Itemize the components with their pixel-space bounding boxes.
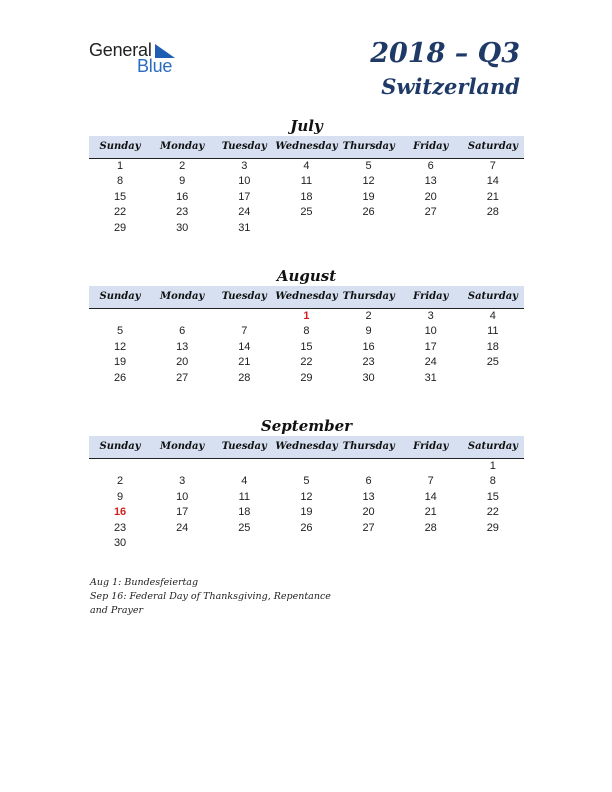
day-cell: 20 (176, 356, 189, 369)
day-grid (89, 159, 524, 236)
empty-day-cell (151, 309, 213, 324)
day-cell: 27 (176, 371, 189, 384)
month-september (89, 416, 524, 551)
empty-day-cell (89, 459, 151, 474)
weekday-header (89, 436, 524, 459)
day-cell: 4 (303, 160, 310, 172)
empty-day-cell (151, 536, 213, 551)
holiday-note: Sep 16: Federal Day of Thanksgiving, Repentance and Prayer (90, 591, 331, 616)
day-grid (89, 309, 524, 386)
day-cell: 28 (424, 521, 437, 534)
day-cell: 4 (241, 475, 248, 488)
holiday-note: Aug 1: Bundesfeiertag (90, 577, 199, 588)
day-cell: 1 (489, 460, 496, 472)
day-cell: 16 (176, 190, 189, 203)
month-title: August (276, 267, 337, 285)
day-cell: 25 (300, 206, 313, 219)
day-cell: 29 (486, 521, 499, 534)
empty-day-cell (213, 459, 275, 474)
day-cell: 25 (486, 356, 499, 369)
day-cell: 14 (486, 175, 499, 188)
day-cell: 8 (117, 175, 124, 188)
weekday-label: Saturday (467, 291, 518, 302)
weekday-label: Sunday (99, 141, 141, 152)
empty-day-cell (213, 536, 275, 551)
day-cell: 31 (238, 221, 251, 234)
empty-day-cell (338, 221, 400, 236)
day-cell: 24 (176, 521, 189, 534)
logo-general-text: General (89, 40, 152, 60)
day-cell: 2 (179, 160, 186, 172)
day-cell: 18 (238, 506, 251, 519)
weekday-label: Thursday (342, 141, 395, 152)
day-cell: 14 (238, 340, 251, 353)
weekday-label: Saturday (467, 441, 518, 452)
day-cell: 12 (113, 340, 127, 353)
day-cell: 10 (424, 325, 437, 338)
day-cell: 26 (300, 521, 313, 534)
empty-day-cell (338, 536, 400, 551)
day-cell: 24 (424, 356, 437, 369)
day-cell: 22 (486, 506, 499, 519)
day-cell: 21 (238, 356, 251, 369)
day-cell: 3 (427, 310, 434, 322)
day-cell: 1 (303, 310, 310, 322)
empty-day-cell (338, 459, 400, 474)
day-cell: 29 (113, 221, 127, 234)
weekday-header (89, 136, 524, 159)
day-cell: 10 (238, 175, 251, 188)
day-cell: 11 (487, 325, 499, 338)
weekday-label: Sunday (99, 441, 141, 452)
day-cell: 15 (113, 190, 127, 203)
month-title: September (260, 417, 353, 435)
day-cell: 20 (424, 190, 437, 203)
day-cell: 27 (424, 206, 437, 219)
day-cell: 22 (300, 356, 313, 369)
day-cell: 23 (176, 206, 189, 219)
empty-day-cell (275, 536, 337, 551)
day-cell: 7 (427, 475, 434, 488)
day-cell: 26 (113, 371, 127, 384)
day-cell: 7 (489, 160, 496, 172)
month-title: July (290, 117, 323, 135)
weekday-label: Friday (413, 141, 449, 152)
day-cell: 6 (179, 325, 186, 338)
day-cell: 22 (113, 206, 127, 219)
day-cell: 19 (300, 506, 313, 519)
day-cell: 25 (238, 521, 251, 534)
weekday-label: Saturday (467, 141, 518, 152)
empty-day-cell (89, 309, 151, 324)
day-cell: 18 (300, 190, 313, 203)
day-cell: 21 (486, 190, 499, 203)
day-cell: 31 (424, 371, 437, 384)
day-cell: 5 (117, 325, 124, 338)
day-cell: 13 (424, 175, 437, 188)
day-cell: 13 (176, 340, 189, 353)
day-cell: 3 (241, 160, 248, 172)
weekday-label: Thursday (342, 291, 395, 302)
day-cell: 23 (362, 356, 375, 369)
day-cell: 15 (486, 490, 499, 503)
day-cell: 11 (300, 175, 313, 188)
day-cell: 2 (365, 310, 372, 322)
weekday-label: Friday (413, 291, 449, 302)
day-cell: 29 (300, 371, 313, 384)
empty-day-cell (151, 459, 213, 474)
weekday-label: Wednesday (275, 291, 338, 302)
day-cell: 30 (113, 536, 127, 549)
page-title: 2018 – Q3 (370, 38, 520, 69)
day-cell: 13 (362, 490, 375, 503)
weekday-label: Thursday (342, 441, 395, 452)
weekday-label: Tuesday (221, 141, 267, 152)
day-cell: 16 (362, 340, 375, 353)
day-cell: 17 (238, 190, 251, 203)
day-cell: 17 (176, 506, 189, 519)
day-cell: 24 (238, 206, 251, 219)
day-cell: 10 (176, 490, 189, 503)
month-july (89, 116, 524, 236)
day-cell: 9 (117, 490, 124, 503)
weekday-label: Monday (160, 441, 205, 452)
empty-day-cell (213, 309, 275, 324)
weekday-header (89, 286, 524, 309)
day-cell: 27 (362, 521, 375, 534)
general-blue-logo (89, 40, 189, 76)
day-cell: 28 (486, 206, 499, 219)
day-cell: 30 (176, 221, 189, 234)
day-cell: 19 (362, 190, 375, 203)
day-cell: 6 (427, 160, 434, 172)
day-cell: 6 (365, 475, 372, 488)
day-cell: 9 (179, 175, 186, 188)
weekday-label: Monday (160, 291, 205, 302)
empty-day-cell (462, 221, 524, 236)
weekday-label: Sunday (99, 291, 141, 302)
day-cell: 19 (113, 356, 127, 369)
weekday-label: Friday (413, 441, 449, 452)
day-grid (89, 459, 524, 551)
day-cell: 12 (362, 175, 375, 188)
empty-day-cell (462, 371, 524, 386)
day-cell: 26 (362, 206, 375, 219)
day-cell: 4 (489, 310, 496, 322)
month-august (89, 266, 524, 386)
day-cell: 16 (113, 506, 127, 519)
day-cell: 9 (365, 325, 372, 338)
day-cell: 23 (113, 521, 127, 534)
day-cell: 8 (303, 325, 310, 338)
weekday-label: Wednesday (275, 441, 338, 452)
day-cell: 7 (241, 325, 248, 338)
country-title: Switzerland (381, 74, 520, 99)
day-cell: 5 (303, 475, 310, 488)
day-cell: 2 (117, 475, 124, 488)
day-cell: 8 (489, 475, 496, 488)
day-cell: 18 (486, 340, 499, 353)
empty-day-cell (400, 459, 462, 474)
empty-day-cell (275, 459, 337, 474)
day-cell: 14 (424, 490, 437, 503)
day-cell: 15 (300, 340, 313, 353)
day-cell: 21 (424, 506, 437, 519)
holiday-notes (90, 576, 340, 618)
day-cell: 28 (238, 371, 251, 384)
empty-day-cell (462, 536, 524, 551)
logo-blue-text: Blue (137, 56, 173, 76)
day-cell: 5 (365, 160, 372, 172)
day-cell: 12 (300, 490, 313, 503)
day-cell: 20 (362, 506, 375, 519)
empty-day-cell (275, 221, 337, 236)
day-cell: 3 (179, 475, 186, 488)
weekday-label: Monday (160, 141, 205, 152)
day-cell: 1 (117, 160, 124, 172)
empty-day-cell (400, 536, 462, 551)
day-cell: 11 (238, 490, 251, 503)
day-cell: 17 (424, 340, 437, 353)
day-cell: 30 (362, 371, 375, 384)
empty-day-cell (400, 221, 462, 236)
weekday-label: Tuesday (221, 441, 267, 452)
weekday-label: Wednesday (275, 141, 338, 152)
weekday-label: Tuesday (221, 291, 267, 302)
